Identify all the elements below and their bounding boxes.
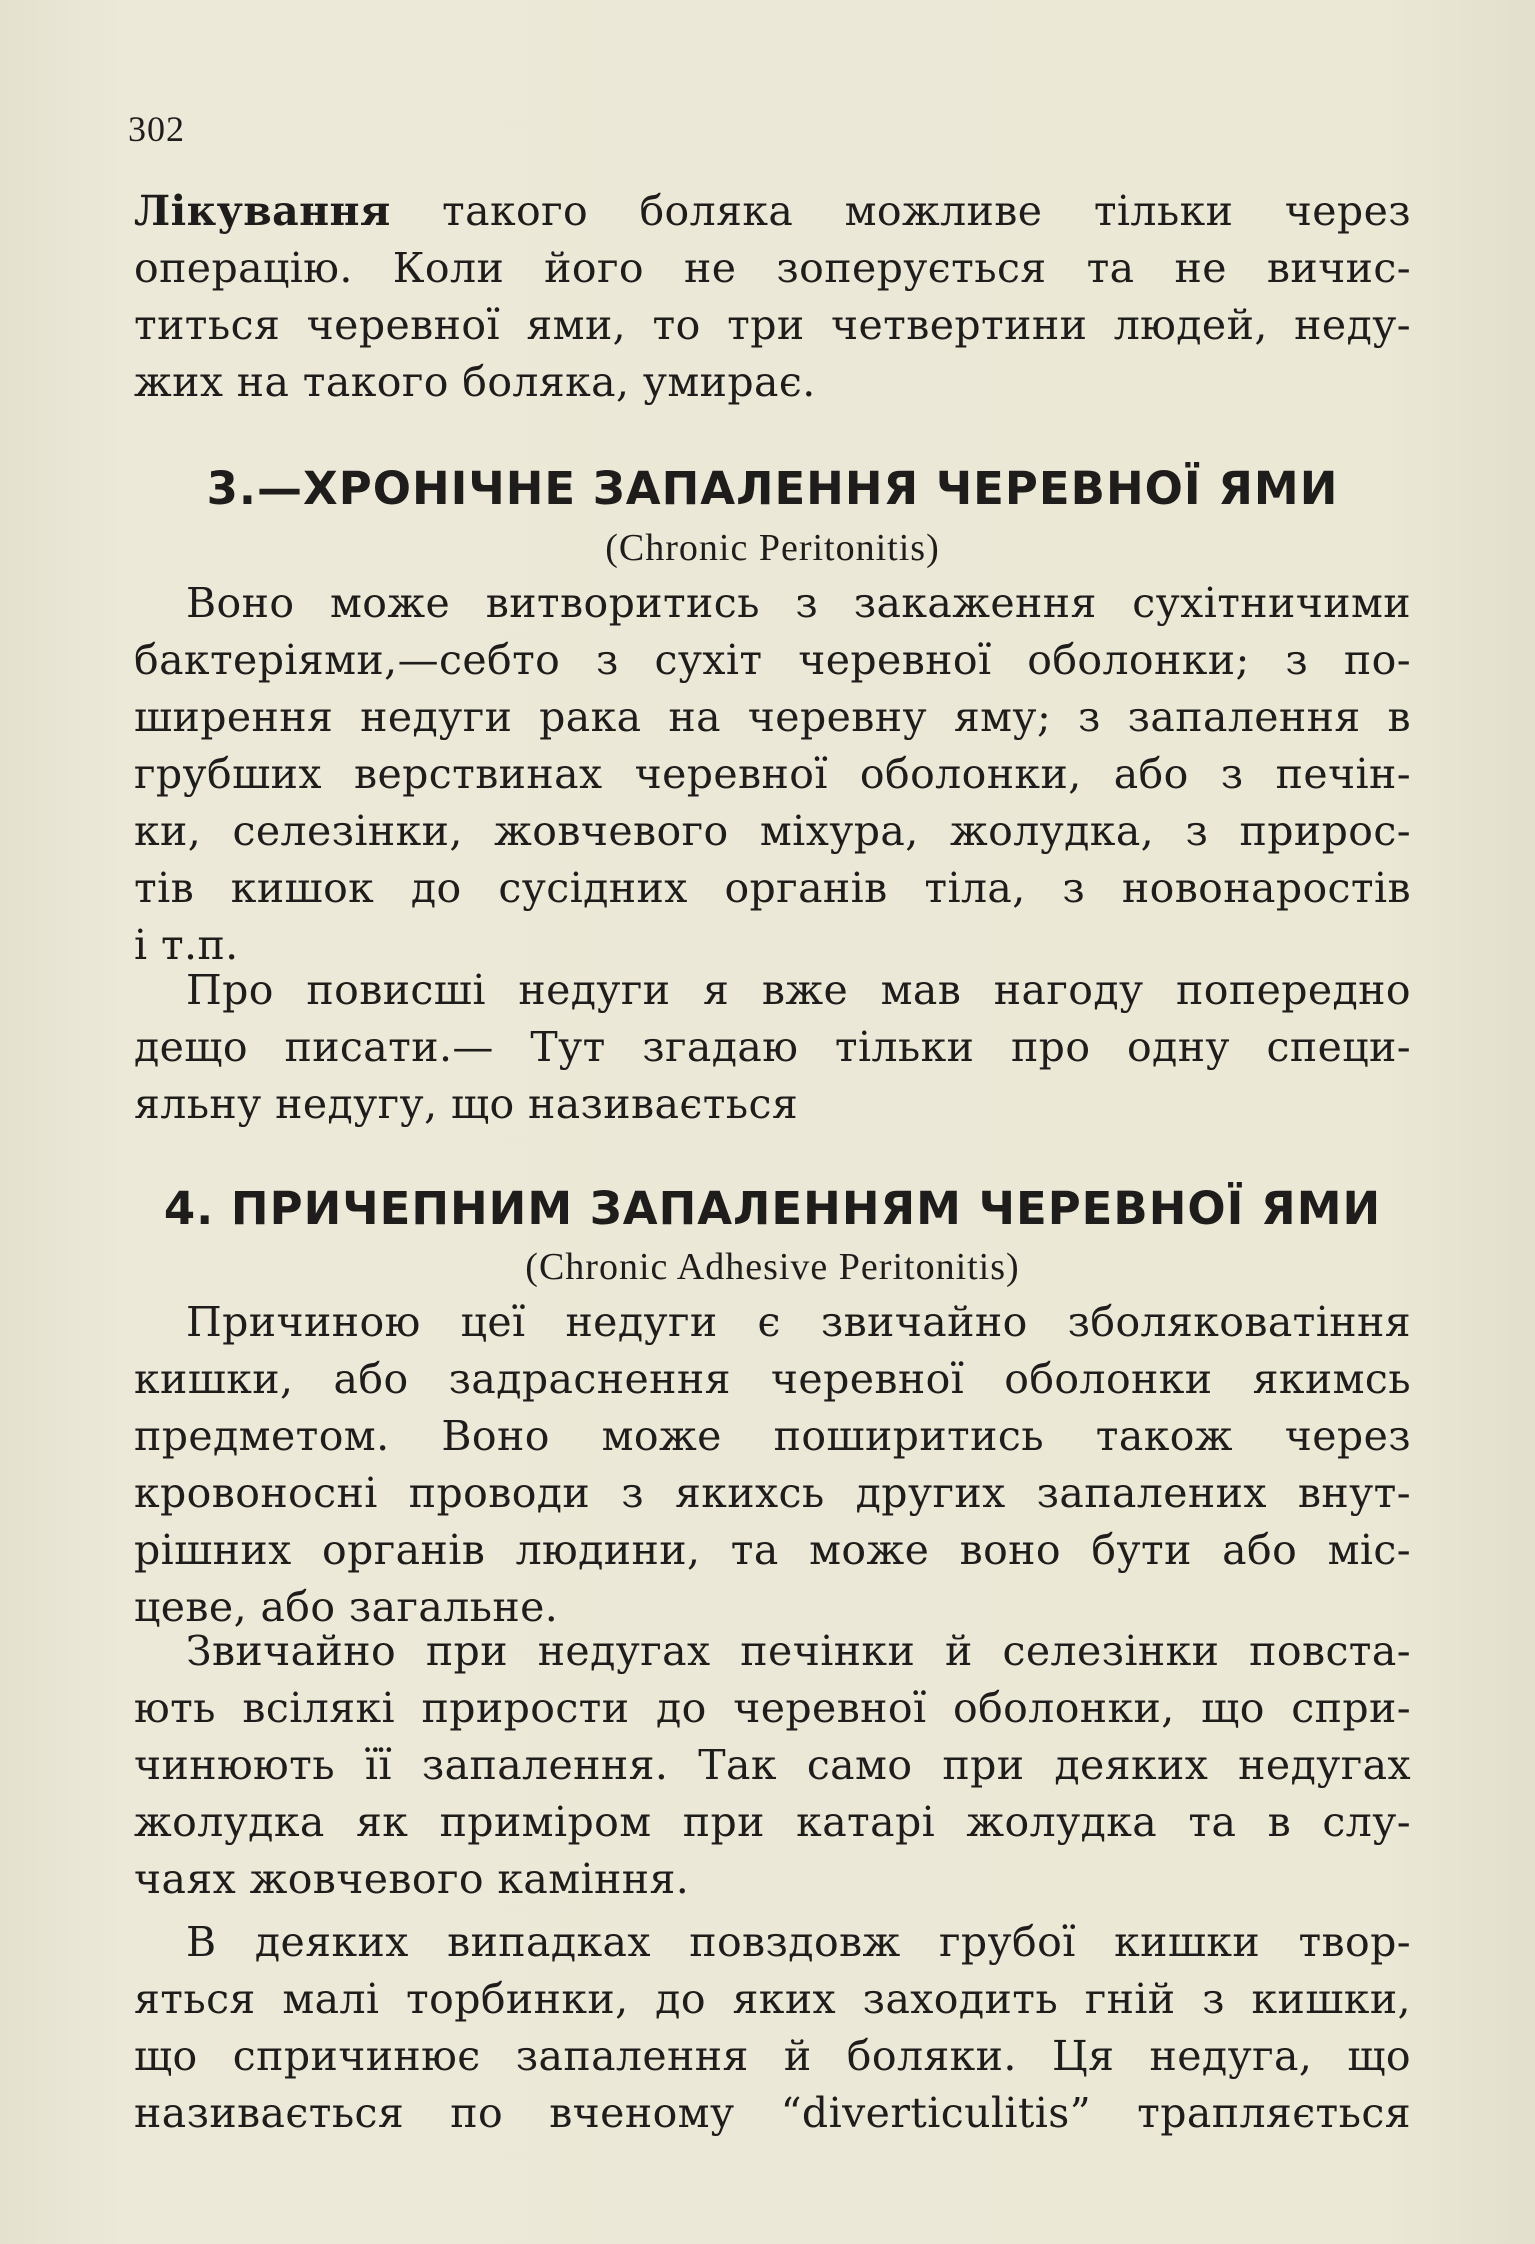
text-line: Воно може витворитись з закаження сухітничими <box>186 579 1411 627</box>
text-line: грубших верствинах черевної оболонки, або з печін- <box>134 750 1411 798</box>
text-line: дещо писати.— Тут згадаю тільки про одну специ- <box>134 1023 1411 1071</box>
intro-line-4: жих на такого боляка, умирає. <box>134 358 816 406</box>
text-line: називається по вченому “diverticulitis” трапляється <box>134 2089 1411 2137</box>
section-4-heading: 4. ПРИЧЕПНИМ ЗАПАЛЕННЯМ ЧЕРЕВНОЇ ЯМИ <box>163 1182 1382 1235</box>
text-line: жолудка як приміром при катарі жолудка та в слу- <box>134 1798 1411 1846</box>
section-4-paragraph-2 <box>134 1623 1411 1908</box>
text-line: що спричинює запалення й боляки. Ця недуга, що <box>134 2032 1411 2080</box>
text-line: чинюють її запалення. Так само при деяких недугах <box>134 1741 1411 1789</box>
text-line: яльну недугу, що називається <box>134 1080 799 1128</box>
page-number: 302 <box>128 109 185 149</box>
section-3-latin-title: (Chronic Peritonitis) <box>605 527 940 569</box>
section-3-paragraph-2 <box>134 962 1411 1133</box>
intro-line-3: титься черевної ями, то три четвертини людей, неду- <box>134 301 1411 349</box>
text-line: ють всілякі прирости до черевної оболонки, що спри- <box>134 1684 1411 1732</box>
text-line: В деяких випадках повздовж грубої кишки твор- <box>186 1918 1411 1966</box>
intro-paragraph <box>134 183 1411 411</box>
intro-line-1 <box>134 183 1411 240</box>
text-line: тів кишок до сусідних органів тіла, з новонаростів <box>134 864 1411 912</box>
intro-line-2: операцію. Коли його не зоперується та не вичис- <box>134 244 1411 292</box>
section-3-heading: 3.—ХРОНІЧНЕ ЗАПАЛЕННЯ ЧЕРЕВНОЇ ЯМИ <box>206 462 1339 515</box>
text-line: рішних органів людини, та може воно бути або міс- <box>134 1526 1411 1574</box>
text-line: і т.п. <box>134 921 239 969</box>
text-line: ширення недуги рака на черевну яму; з запалення в <box>134 693 1411 741</box>
text-line: Причиною цеї недуги є звичайно зболяковатіння <box>186 1298 1411 1346</box>
intro-bold-lead: Лікування <box>134 187 391 235</box>
intro-line-1-rest: такого боляка можливе тільки через <box>390 187 1411 235</box>
text-line: бактеріями,—себто з сухіт черевної оболонки; з по- <box>134 636 1411 684</box>
text-line: Звичайно при недугах печінки й селезінки повста- <box>186 1627 1411 1675</box>
text-line: кишки, або задраснення черевної оболонки якимсь <box>134 1355 1411 1403</box>
text-line: цеве, або загальне. <box>134 1583 559 1631</box>
section-4-paragraph-1 <box>134 1294 1411 1636</box>
text-line: Про повисші недуги я вже мав нагоду попередно <box>186 966 1411 1014</box>
section-4-paragraph-3 <box>134 1914 1411 2142</box>
text-line: чаях жовчевого каміння. <box>134 1855 690 1903</box>
text-line: яться малі торбинки, до яких заходить гній з кишки, <box>134 1975 1411 2023</box>
text-line: ки, селезінки, жовчевого міхура, жолудка, з прирос- <box>134 807 1411 855</box>
text-line: кровоносні проводи з якихсь других запалених внут- <box>134 1469 1411 1517</box>
text-line: предметом. Воно може поширитись також через <box>134 1412 1411 1460</box>
section-4-latin-title: (Chronic Adhesive Peritonitis) <box>525 1246 1020 1288</box>
section-3-paragraph-1 <box>134 575 1411 974</box>
